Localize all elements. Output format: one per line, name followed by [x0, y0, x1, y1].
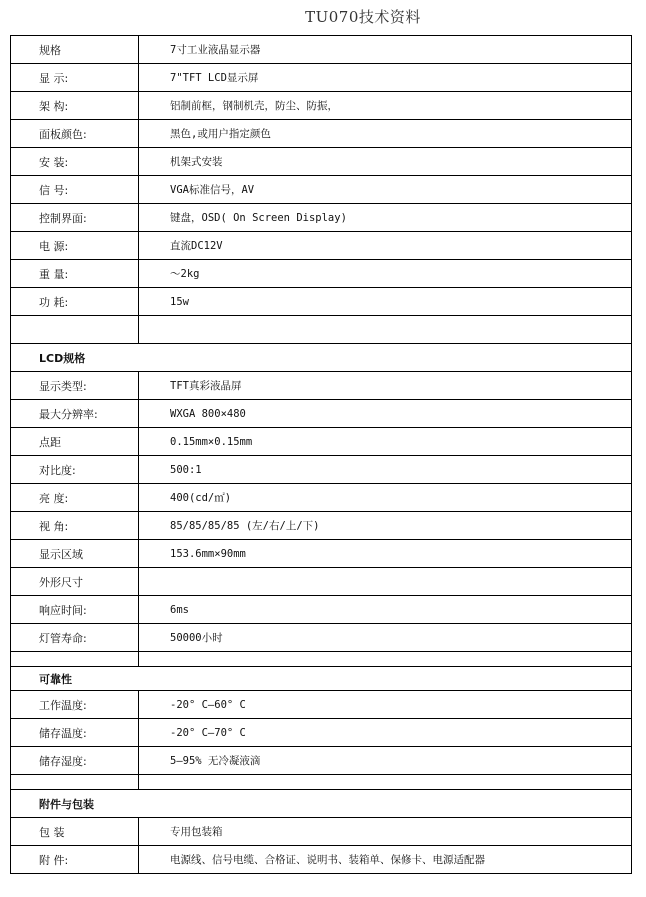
row-label: 最大分辨率:	[11, 400, 139, 428]
row-value: 机架式安装	[139, 148, 632, 176]
row-value: WXGA 800×480	[139, 400, 632, 428]
row-value: 153.6mm×90mm	[139, 540, 632, 568]
row-label: 储存温度:	[11, 719, 139, 747]
row-label: 显 示:	[11, 64, 139, 92]
table-row	[11, 288, 632, 316]
row-value: 5—95% 无冷凝液滴	[139, 747, 632, 775]
table-row	[11, 540, 632, 568]
row-value	[139, 652, 632, 667]
row-value	[139, 775, 632, 790]
row-value: -20° C—60° C	[139, 691, 632, 719]
row-value	[139, 568, 632, 596]
row-label: 信 号:	[11, 176, 139, 204]
table-row	[11, 818, 632, 846]
section-reliability	[11, 667, 632, 691]
row-label	[11, 652, 139, 667]
table-row	[11, 36, 632, 64]
row-label: 灯管寿命:	[11, 624, 139, 652]
row-label: 外形尺寸	[11, 568, 139, 596]
row-value: 500:1	[139, 456, 632, 484]
row-value: 50000小时	[139, 624, 632, 652]
row-label: 控制界面:	[11, 204, 139, 232]
table-row	[11, 484, 632, 512]
row-value: 15w	[139, 288, 632, 316]
table-row	[11, 148, 632, 176]
table-row	[11, 372, 632, 400]
table-row	[11, 596, 632, 624]
table-row	[11, 846, 632, 874]
table-row	[11, 719, 632, 747]
table-row	[11, 512, 632, 540]
row-value: 专用包装箱	[139, 818, 632, 846]
row-label: 响应时间:	[11, 596, 139, 624]
row-label: 包 装	[11, 818, 139, 846]
row-label: 重 量:	[11, 260, 139, 288]
table-row	[11, 456, 632, 484]
document-title: TU070技术资料	[305, 8, 421, 26]
row-label: 显示区域	[11, 540, 139, 568]
table-row	[11, 232, 632, 260]
row-label: 功 耗:	[11, 288, 139, 316]
row-label: 亮 度:	[11, 484, 139, 512]
table-row	[11, 652, 632, 667]
table-row	[11, 316, 632, 344]
row-label: 显示类型:	[11, 372, 139, 400]
table-row	[11, 64, 632, 92]
section-header: LCD规格	[11, 344, 632, 372]
row-value	[139, 316, 632, 344]
row-label	[11, 316, 139, 344]
row-value: 6ms	[139, 596, 632, 624]
table-row	[11, 120, 632, 148]
row-label: 架 构:	[11, 92, 139, 120]
row-label: 电 源:	[11, 232, 139, 260]
row-label: 对比度:	[11, 456, 139, 484]
row-label: 储存湿度:	[11, 747, 139, 775]
table-row	[11, 176, 632, 204]
table-row	[11, 204, 632, 232]
spec-table	[10, 35, 632, 874]
table-row	[11, 624, 632, 652]
spec-table-body	[11, 36, 632, 874]
row-value: 7"TFT LCD显示屏	[139, 64, 632, 92]
row-value: 7寸工业液晶显示器	[139, 36, 632, 64]
row-label: 规格	[11, 36, 139, 64]
row-label: 工作温度:	[11, 691, 139, 719]
table-row	[11, 400, 632, 428]
row-label	[11, 775, 139, 790]
table-row	[11, 747, 632, 775]
row-label: 安 装:	[11, 148, 139, 176]
row-value: 0.15mm×0.15mm	[139, 428, 632, 456]
section-lcd	[11, 344, 632, 372]
table-row	[11, 428, 632, 456]
row-value: 电源线、信号电缆、合格证、说明书、装箱单、保修卡、电源适配器	[139, 846, 632, 874]
table-row	[11, 691, 632, 719]
row-value: 400(cd/㎡)	[139, 484, 632, 512]
section-accessories	[11, 790, 632, 818]
row-value: 直流DC12V	[139, 232, 632, 260]
row-value: VGA标准信号，AV	[139, 176, 632, 204]
section-header: 可靠性	[11, 667, 632, 691]
table-row	[11, 568, 632, 596]
row-value: 键盘，OSD( On Screen Display)	[139, 204, 632, 232]
table-row	[11, 92, 632, 120]
row-value: 85/85/85/85 (左/右/上/下)	[139, 512, 632, 540]
row-value: 铝制前框，钢制机壳，防尘、防振，	[139, 92, 632, 120]
row-label: 面板颜色:	[11, 120, 139, 148]
row-label: 点距	[11, 428, 139, 456]
row-value: 黑色,或用户指定颜色	[139, 120, 632, 148]
row-value: -20° C—70° C	[139, 719, 632, 747]
row-value: TFT真彩液晶屏	[139, 372, 632, 400]
row-label: 视 角:	[11, 512, 139, 540]
table-row	[11, 775, 632, 790]
section-header: 附件与包装	[11, 790, 632, 818]
row-label: 附 件:	[11, 846, 139, 874]
row-value: ～2kg	[139, 260, 632, 288]
table-row	[11, 260, 632, 288]
